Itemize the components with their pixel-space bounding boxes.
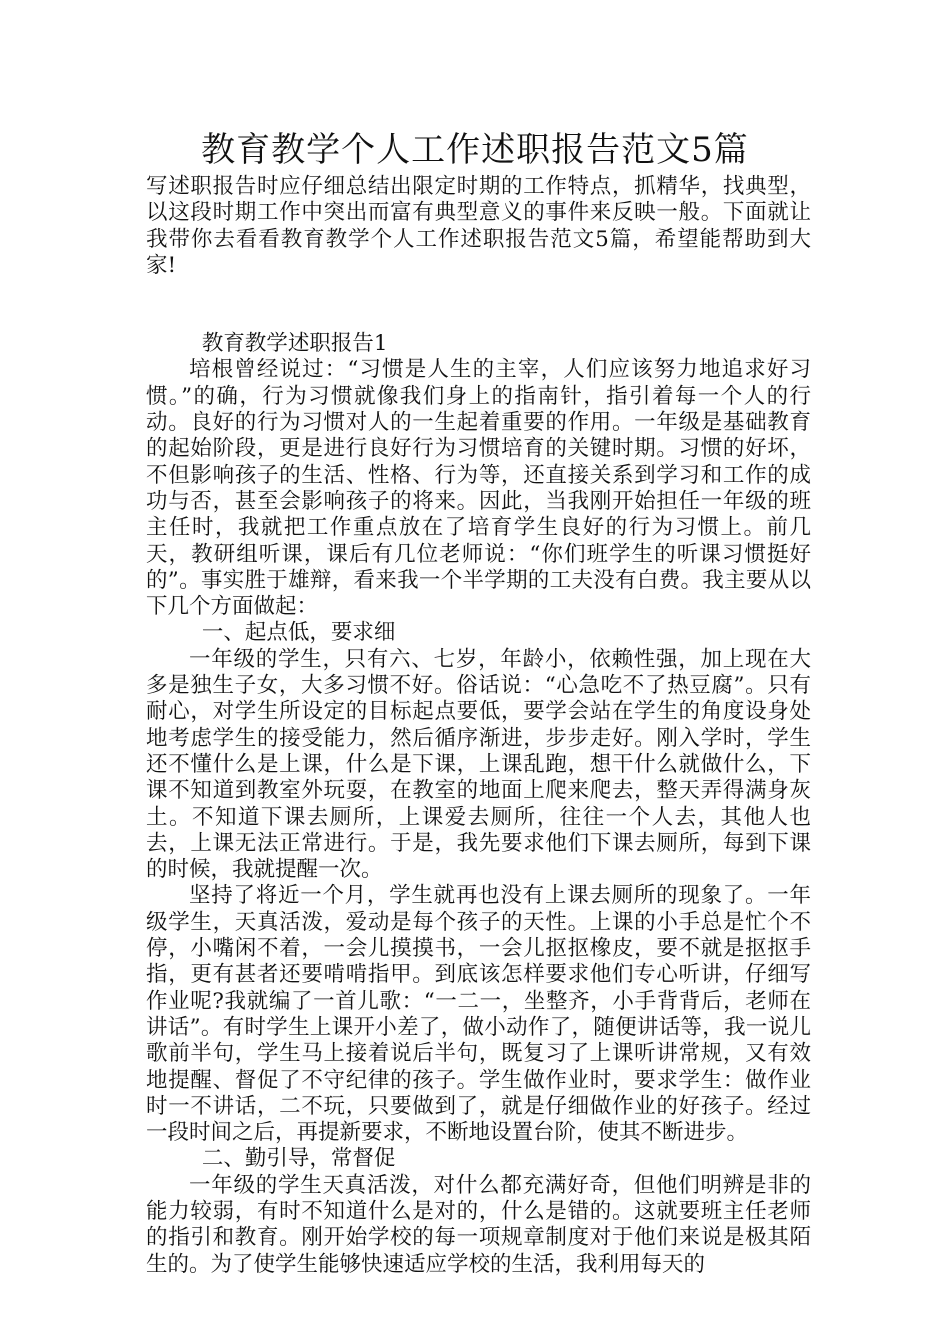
subheading-2: 二、勤引导，常督促 [201, 1146, 396, 1172]
subheading-1: 一、起点低，要求细 [201, 620, 396, 646]
paragraph-4: 一年级的学生天真活泼，对什么都充满好奇，但他们明辨是非的能力较弱，有时不知道什么是对的，什么是错的。这就要班主任老师的指引和教育。刚开始学校的每一项规章制度对于他们来说是极其陌生的。为了使学生能够快速适应学校的生活，我利用每天的 [146, 1172, 811, 1277]
section-heading: 教育教学述职报告1 [201, 331, 388, 357]
document-body [146, 174, 811, 1278]
intro-paragraph: 写述职报告时应仔细总结出限定时期的工作特点，抓精华，找典型，以这段时期工作中突出而富有典型意义的事件来反映一般。下面就让我带你去看看教育教学个人工作述职报告范文5篇，希望能帮助到大家! [146, 174, 811, 278]
paragraph-1: 培根曾经说过：“习惯是人生的主宰，人们应该努力地追求好习惯。”的确，行为习惯就像我们身上的指南针，指引着每一个人的行动。良好的行为习惯对人的一生起着重要的作用。一年级是基础教育的起始阶段，更是进行良好行为习惯培育的关键时期。习惯的好坏，不但影响孩子的生活、性格、行为等，还直接关系到学习和工作的成功与否，甚至会影响孩子的将来。因此，当我刚开始担任一年级的班主任时，我就把工作重点放在了培育学生良好的行为习惯上。前几天，教研组听课，课后有几位老师说：“你们班学生的听课习惯挺好的”。事实胜于雄辩，看来我一个半学期的工夫没有白费。我主要从以下几个方面做起： [146, 357, 811, 620]
paragraph-2: 一年级的学生，只有六、七岁，年龄小，依赖性强，加上现在大多是独生子女，大多习惯不好。俗话说：“心急吃不了热豆腐”。只有耐心，对学生所设定的目标起点要低，要学会站在学生的角度设身处地考虑学生的接受能力，然后循序渐进，步步走好。刚入学时，学生还不懂什么是上课，什么是下课，上课乱跑，想干什么就做什么，下课不知道到教室外玩耍，在教室的地面上爬来爬去，整天弄得满身灰土。不知道下课去厕所，上课爱去厕所，往往一个人去，其他人也去，上课无法正常进行。于是，我先要求他们下课去厕所，每到下课的时候，我就提醒一次。 [146, 646, 811, 883]
paragraph-3: 坚持了将近一个月，学生就再也没有上课去厕所的现象了。一年级学生，天真活泼，爱动是每个孩子的天性。上课的小手总是忙个不停，小嘴闲不着，一会儿摸摸书，一会儿抠抠橡皮，要不就是抠抠手指，更有甚者还要啃啃指甲。到底该怎样要求他们专心听讲，仔细写作业呢?我就编了一首儿歌：“一二一，坐整齐，小手背背后，老师在讲话”。有时学生上课开小差了，做小动作了，随便讲话等，我一说儿歌前半句，学生马上接着说后半句，既复习了上课听讲常规，又有效地提醒、督促了不守纪律的孩子。学生做作业时，要求学生：做作业时一不讲话，二不玩，只要做到了，就是仔细做作业的好孩子。经过一段时间之后，再提新要求，不断地设置台阶，使其不断进步。 [146, 883, 811, 1146]
document-title: 教育教学个人工作述职报告范文5篇 [201, 130, 749, 170]
